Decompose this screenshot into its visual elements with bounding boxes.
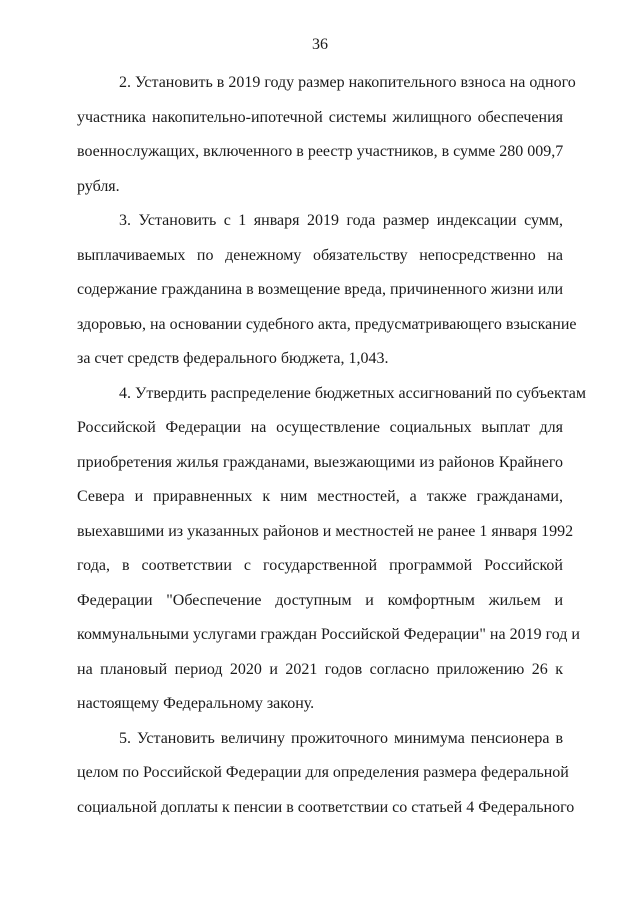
- text-line: участника накопительно-ипотечной системы жилищного обеспечения: [77, 108, 563, 126]
- paragraph-4: [77, 377, 587, 722]
- paragraph-2: [77, 66, 576, 204]
- text-line: года, в соответствии с государственной программой Российской: [77, 557, 563, 574]
- text-line: 4. Утвердить распределение бюджетных ассигнований по субъектам: [119, 384, 587, 402]
- text-line: настоящему Федеральному закону.: [77, 695, 315, 712]
- text-line: за счет средств федерального бюджета, 1,043.: [77, 350, 389, 367]
- page-number: 36: [312, 36, 328, 53]
- text-line: Севера и приравненных к ним местностей, а также гражданами,: [77, 488, 563, 505]
- text-line: выехавшими из указанных районов и местностей не ранее 1 января 1992: [77, 522, 574, 540]
- text-line: приобретения жилья гражданами, выезжающими из районов Крайнего: [77, 453, 563, 471]
- text-line: социальной доплаты к пенсии в соответствии со статьей 4 Федерального: [77, 798, 575, 816]
- text-line: на плановый период 2020 и 2021 годов согласно приложению 26 к: [77, 660, 563, 678]
- text-line: коммунальными услугами граждан Российской Федерации" на 2019 год и: [77, 626, 580, 643]
- paragraph-3: [77, 204, 577, 377]
- text-line: содержание гражданина в возмещение вреда, причиненного жизни или: [77, 281, 563, 298]
- text-line: целом по Российской Федерации для определения размера федеральной: [77, 764, 569, 781]
- text-line: 2. Установить в 2019 году размер накопительного взноса на одного: [119, 74, 576, 91]
- text-line: 3. Установить с 1 января 2019 года размер индексации сумм,: [119, 212, 563, 229]
- text-line: Российской Федерации на осуществление социальных выплат для: [77, 419, 563, 436]
- text-line: выплачиваемых по денежному обязательству непосредственно на: [77, 246, 563, 264]
- text-line: рубля.: [77, 177, 120, 195]
- text-line: военнослужащих, включенного в реестр участников, в сумме 280 009,7: [77, 143, 564, 160]
- text-line: 5. Установить величину прожиточного минимума пенсионера в: [119, 729, 563, 747]
- paragraph-5: [77, 722, 575, 826]
- text-line: Федерации "Обеспечение доступным и комфортным жильем и: [77, 591, 563, 609]
- text-line: здоровью, на основании судебного акта, предусматривающего взыскание: [77, 315, 577, 333]
- document-body: [77, 66, 587, 825]
